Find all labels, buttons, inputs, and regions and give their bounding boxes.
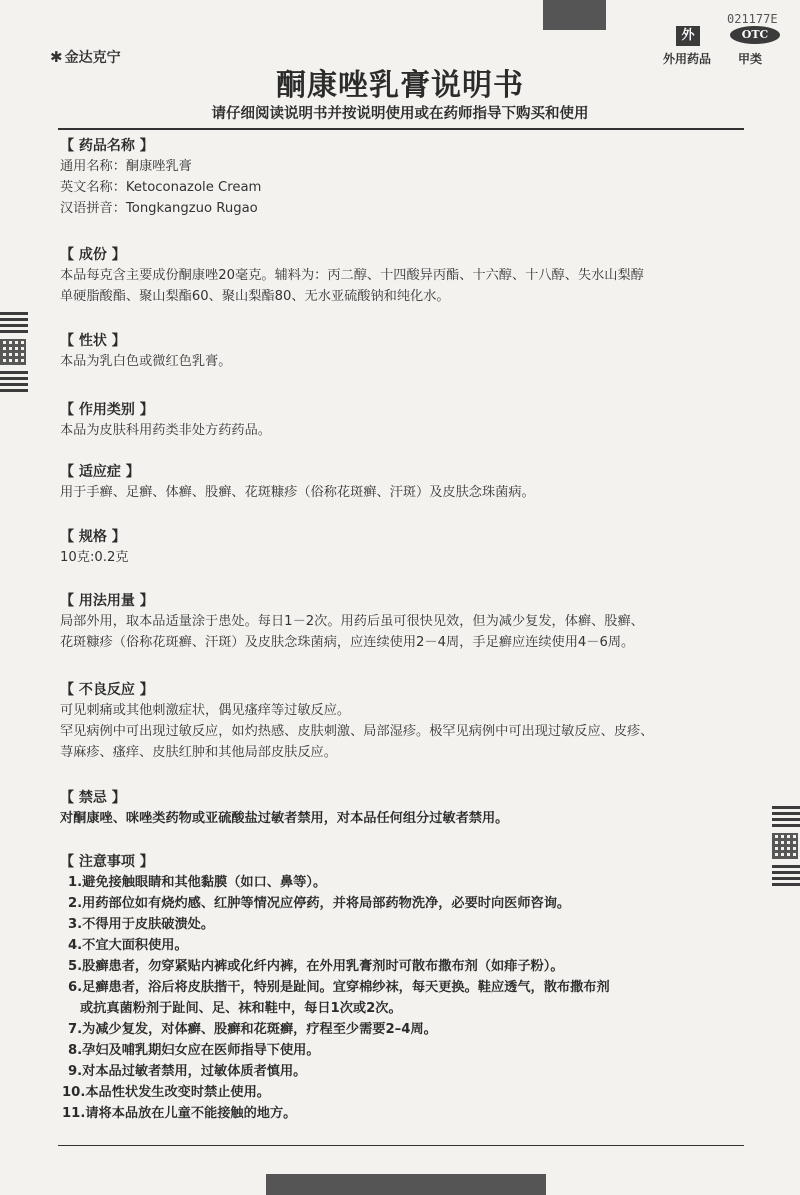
page-title: 酮康唑乳膏说明书 — [276, 68, 524, 103]
section-title: 【 注意事项 】 — [60, 854, 154, 870]
external-use-badge: 外 — [676, 26, 700, 46]
section-appearance — [60, 331, 750, 372]
section-usage — [60, 591, 750, 653]
section-category — [60, 400, 750, 441]
otc-badge: OTC — [730, 26, 780, 44]
top-divider — [58, 128, 744, 130]
text-line: 荨麻疹、瘙痒、皮肤红肿和其他局部皮肤反应。 — [60, 745, 337, 760]
list-item: 7.为减少复发，对体癣、股癣和花斑癣，疗程至少需要2–4周。 — [68, 1022, 437, 1037]
page-subtitle: 请仔细阅读说明书并按说明使用或在药师指导下购买和使用 — [211, 106, 589, 122]
section-adverse-reactions — [60, 680, 750, 763]
section-title: 【 性状 】 — [60, 333, 126, 349]
qr-code-icon — [0, 339, 26, 365]
text-line: 局部外用，取本品适量涂于患处。每日1－2次。用药后虽可很快见效，但为减少复发，体癣、股癣、 — [60, 614, 644, 629]
section-cautions — [60, 852, 750, 1124]
section-ingredients — [60, 245, 750, 307]
logo-text: 金达克宁 — [64, 50, 121, 66]
otc-class-caption: 甲类 — [738, 52, 763, 66]
logo-star-icon: ✱ — [50, 48, 63, 66]
list-item: 3.不得用于皮肤破溃处。 — [68, 917, 215, 932]
section-drug-name — [60, 136, 750, 219]
side-barcode-right — [772, 806, 800, 889]
text-line: 单硬脂酸酯、聚山梨酯60、聚山梨酯80、无水亚硫酸钠和纯化水。 — [60, 289, 450, 304]
bottom-print-mark — [266, 1174, 546, 1195]
list-item-continuation: 或抗真菌粉剂于趾间、足、袜和鞋中，每日1次或2次。 — [80, 1001, 402, 1016]
text-line: 对酮康唑、咪唑类药物或亚硫酸盐过敏者禁用，对本品任何组分过敏者禁用。 — [60, 811, 509, 826]
text-line: 本品为皮肤科用药类非处方药药品。 — [60, 423, 271, 438]
text-line: 本品为乳白色或微红色乳膏。 — [60, 354, 232, 369]
section-title: 【 用法用量 】 — [60, 593, 154, 609]
qr-code-icon — [772, 833, 798, 859]
list-item: 10.本品性状发生改变时禁止使用。 — [62, 1085, 270, 1100]
top-print-mark — [543, 0, 606, 30]
bottom-divider — [58, 1145, 744, 1146]
text-line: 花斑糠疹（俗称花斑癣、汗斑）及皮肤念珠菌病，应连续使用2－4周，手足癣应连续使用4－6周。 — [60, 635, 635, 650]
section-title: 【 作用类别 】 — [60, 402, 154, 418]
text-line: 用于手癣、足癣、体癣、股癣、花斑糠疹（俗称花斑癣、汗斑）及皮肤念珠菌病。 — [60, 485, 535, 500]
product-code: 021177E — [727, 12, 778, 26]
text-line: 可见刺痛或其他刺激症状，偶见瘙痒等过敏反应。 — [60, 703, 351, 718]
list-item: 5.股癣患者，勿穿紧贴内裤或化纤内裤，在外用乳膏剂时可散布撒布剂（如痱子粉）。 — [68, 959, 564, 974]
text-line: 汉语拼音：Tongkangzuo Rugao — [60, 201, 258, 216]
list-item: 6.足癣患者，浴后将皮肤揩干，特别是趾间。宜穿棉纱袜，每天更换。鞋应透气，散布撒布剂 — [68, 980, 610, 995]
list-item: 2.用药部位如有烧灼感、红肿等情况应停药，并将局部药物洗净，必要时向医师咨询。 — [68, 896, 571, 911]
section-title: 【 成份 】 — [60, 247, 126, 263]
list-item: 1.避免接触眼睛和其他黏膜（如口、鼻等）。 — [68, 875, 327, 890]
section-title: 【 规格 】 — [60, 529, 126, 545]
section-contraindications — [60, 788, 750, 829]
text-line: 英文名称：Ketoconazole Cream — [60, 180, 262, 195]
text-line: 罕见病例中可出现过敏反应，如灼热感、皮肤刺激、局部湿疹。极罕见病例中可出现过敏反应、皮疹、 — [60, 724, 654, 739]
list-item: 9.对本品过敏者禁用，过敏体质者慎用。 — [68, 1064, 307, 1079]
section-title: 【 禁忌 】 — [60, 790, 126, 806]
list-item: 11.请将本品放在儿童不能接触的地方。 — [62, 1106, 297, 1121]
list-item: 4.不宜大面积使用。 — [68, 938, 188, 953]
text-line: 本品每克含主要成份酮康唑20毫克。辅料为：丙二醇、十四酸异丙酯、十六醇、十八醇、失水山梨醇 — [60, 268, 644, 283]
section-specification — [60, 527, 750, 568]
section-title: 【 不良反应 】 — [60, 682, 154, 698]
section-title: 【 适应症 】 — [60, 464, 140, 480]
text-line: 通用名称：酮康唑乳膏 — [60, 159, 192, 174]
list-item: 8.孕妇及哺乳期妇女应在医师指导下使用。 — [68, 1043, 320, 1058]
text-line: 10克:0.2克 — [60, 550, 129, 565]
external-use-caption: 外用药品 — [663, 52, 712, 66]
section-title: 【 药品名称 】 — [60, 138, 154, 154]
side-barcode-left — [0, 312, 28, 395]
section-indications — [60, 462, 750, 503]
